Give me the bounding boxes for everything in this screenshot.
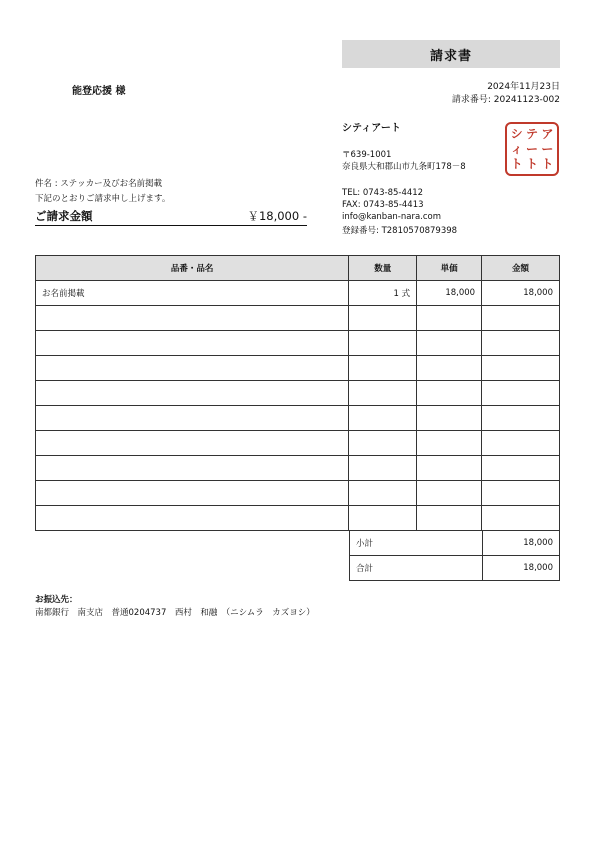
invoice-number: 請求番号: 20241123-002 [451,95,560,105]
amount-cell [482,306,560,331]
quantity-cell [349,456,417,481]
invoice-subject: 件名 : ステッカー及びお名前掲載 [35,179,163,189]
unit-price-cell [417,481,482,506]
header-amount: 金額 [482,256,560,281]
company-seal-stamp [505,122,559,176]
amount-cell [482,456,560,481]
total-label: 合計 [350,556,483,581]
issuer-fax: FAX: 0743-85-4413 [342,200,424,210]
table-row [36,431,560,456]
bank-label: お振込先： [35,595,78,605]
seal-character: ト [541,157,554,172]
item-name-cell [36,506,349,531]
item-name-cell [36,481,349,506]
table-row [36,406,560,431]
seal-character: ト [525,157,538,172]
table-row [36,481,560,506]
header-item-name: 品番・品名 [36,256,349,281]
issuer-address: 奈良県大和郡山市九条町178－8 [342,162,466,172]
issuer-email: info@kanban-nara.com [342,212,442,222]
total-row [350,556,560,581]
unit-price-cell [417,306,482,331]
seal-character: ー [541,141,554,156]
seal-character: ト [510,157,523,172]
table-row [36,306,560,331]
item-name-cell [36,431,349,456]
seal-character: ア [541,126,554,141]
amount-cell [482,506,560,531]
document-title: 請求書 [342,40,560,68]
issuer-name: シティアート [342,123,401,134]
seal-character: テ [525,126,538,141]
total-value: 18,000 [483,556,560,581]
item-name-cell [36,331,349,356]
item-name-cell [36,381,349,406]
issue-date: 2024年11月23日 [487,82,560,92]
amount-cell: 18,000 [482,281,560,306]
billing-amount-row [35,206,307,226]
quantity-cell [349,331,417,356]
amount-cell [482,331,560,356]
amount-cell [482,381,560,406]
subtotal-row [350,531,560,556]
header-quantity: 数量 [349,256,417,281]
item-name-cell [36,306,349,331]
amount-cell [482,431,560,456]
table-row [36,281,560,306]
seal-character: シ [510,126,523,141]
invoice-intro: 下記のとおりご請求申し上げます。 [35,194,171,204]
item-name-cell: お名前掲載 [36,281,349,306]
quantity-cell [349,406,417,431]
unit-price-cell: 18,000 [417,281,482,306]
unit-price-cell [417,406,482,431]
billing-amount-value: ￥18,000 - [247,208,307,223]
item-name-cell [36,456,349,481]
quantity-cell [349,356,417,381]
subtotal-label: 小計 [350,531,483,556]
item-name-cell [36,406,349,431]
item-name-cell [36,356,349,381]
line-items-table [35,255,560,531]
quantity-cell [349,381,417,406]
quantity-cell: 1 式 [349,281,417,306]
issuer-tel: TEL: 0743-85-4412 [342,188,424,198]
quantity-cell [349,306,417,331]
recipient-name: 能登応援 様 [72,86,126,97]
table-row [36,456,560,481]
totals-table [349,530,560,581]
table-row [36,356,560,381]
unit-price-cell [417,506,482,531]
unit-price-cell [417,356,482,381]
amount-cell [482,406,560,431]
header-unit-price: 単価 [417,256,482,281]
unit-price-cell [417,331,482,356]
unit-price-cell [417,381,482,406]
amount-cell [482,356,560,381]
quantity-cell [349,481,417,506]
table-row [36,381,560,406]
seal-character: ー [525,141,538,156]
seal-character: ィ [510,141,523,156]
quantity-cell [349,506,417,531]
bank-account-info: 南都銀行 南支店 普通0204737 西村 和融 （ニシムラ カズヨシ） [35,608,315,618]
quantity-cell [349,431,417,456]
issuer-zip: 〒639-1001 [342,150,392,160]
table-row [36,506,560,531]
unit-price-cell [417,431,482,456]
issuer-registration: 登録番号: T2810570879398 [342,226,458,236]
subtotal-value: 18,000 [483,531,560,556]
amount-cell [482,481,560,506]
table-header-row [36,256,560,281]
billing-amount-label: ご請求金額 [35,208,93,223]
unit-price-cell [417,456,482,481]
table-row [36,331,560,356]
